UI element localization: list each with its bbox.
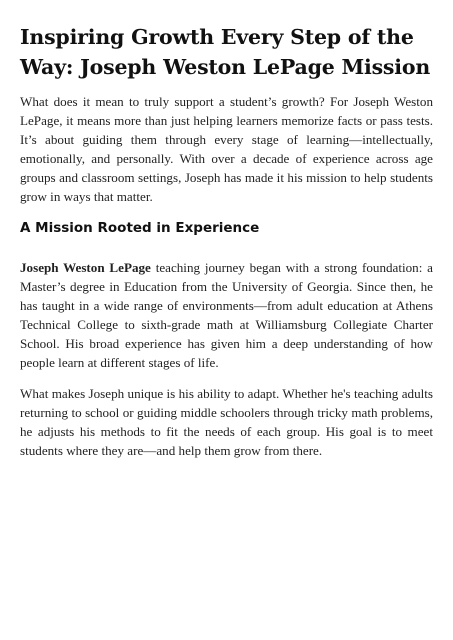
- bold-name: Joseph Weston LePage: [20, 260, 151, 275]
- article: [20, 22, 433, 472]
- intro-paragraph: What does it mean to truly support a student’s growth? For Joseph Weston LePage, it means more than just helping learners memorize facts or pass tests. It’s about guiding them through every stage of learning—intellectually, emotionally, and personally. With over a decade of experience across age groups and classroom settings, Joseph has made it his mission to help students grow in ways that matter.: [20, 94, 433, 204]
- page-title: Inspiring Growth Every Step of the Way: Joseph Weston LePage Mission: [20, 25, 431, 79]
- adaptability-paragraph: What makes Joseph unique is his ability to adapt. Whether he's teaching adults returning to school or guiding middle schoolers through tricky math problems, he adjusts his methods to fit the needs of each group. His goal is to meet students where they are—and help them grow from there.: [20, 386, 433, 458]
- section-heading: A Mission Rooted in Experience: [20, 220, 260, 236]
- experience-paragraph-text: teaching journey began with a strong foundation: a Master’s degree in Education from the University of Georgia. Since then, he has taught in a wide range of environments—from adult education at Athens Technical College to sixth-grade math at Williamsburg Collegiate Charter School. His broad experience has given him a deep understanding of how people learn at different stages of life.: [20, 260, 433, 370]
- experience-paragraph: [20, 258, 433, 372]
